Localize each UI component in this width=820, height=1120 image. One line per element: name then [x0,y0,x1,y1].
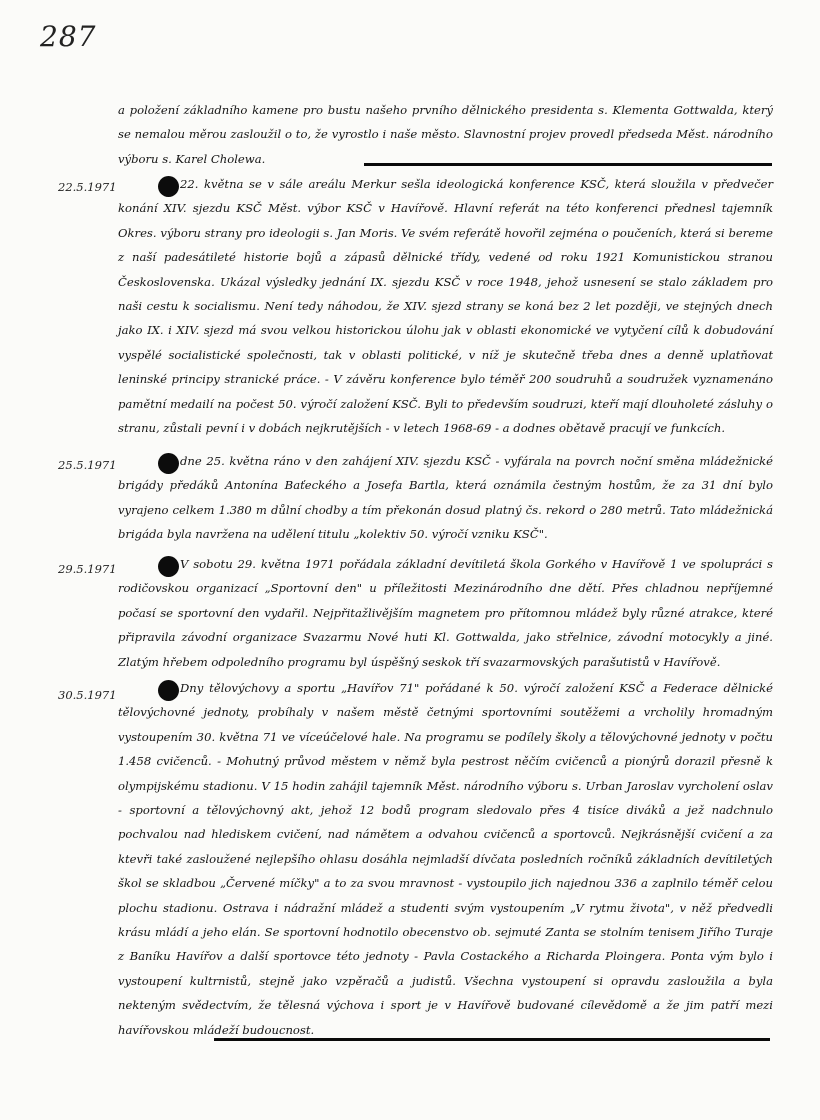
entry-text-content: Dny tělovýchovy a sportu „Havířov 71" pořádané k 50. výročí založení KSČ a Federace dělnické tělovýchovné jednoty, probíhaly v našem městě četnými sportovními soutěžemi a vrcholily hromadným vystoupením 30. května 71 ve víceúčelové hale. Na programu se podílely školy a tělovýchovné jednoty v počtu 1.458 cvičenců. - Mohutný průvod městem v němž byla pestrost něčím cvičenců a pionýrů dorazil přesně k olympijskému stadionu. V 15 hodin zahájil tajemník Měst. národního výboru s. Urban Jaroslav vyrcholení oslav - sportovní a tělovýchovný akt, jehož 12 bodů program sledovalo přes 4 tisíce diváků a jež nadchnulo pochvalou nad hlediskem cvičení, nad námětem a odvahou cvičenců a sportovců. Nejkrásnější cvičení a za ktevři také zasloužené nejlepšího ohlasu dosáhla nejmladší dívčata posledních ročníků základních devítiletých škol se skladbou „Červené míčky" a to za svou mravnost - vystoupilo jich najednou 336 a zaplnilo téměř celou plochu stadionu. Ostrava i nádražní mládež a studenti svým vystoupením „V rytmu života", v něž předvedli krásu mládí a jeho elán. Se sportovní hodnotilo obecenstvo ob. sejmuté Zanta se stolním tenisem Jiřího Turaje z Baníku Havířov a další sportovce této jednoty - Pavla Costackého a Richarda Ploingera. Ponta vým bylo i vystoupení kultrnistů, stejně jako vzpěračů a judistů. Všechna vystoupení si opravdu zasloužila a byla nekteným svědectvím, že tělesná výchova i sport je v Havířově budované cílevědomě a že jim patří mezi havířovskou mládeží budoucnost. [118,681,773,1037]
entry-text-content: dne 25. května ráno v den zahájení XIV. sjezdu KSČ - vyfárala na povrch noční směna mládežnické brigády předáků Antonína Baťeckého a Josefa Bartla, která oznámila čestným hostům, že za 31 dní bylo vyrajeno celkem 1.380 m důlní chodby a tím překonán dosud platný čs. rekord o 280 metrů. Tato mládežnická brigáda byla navržena na udělení titulu „kolektiv 50. výročí vzniku KSČ". [118,454,773,542]
entry-continuation: a položení základního kamene pro bustu našeho prvního dělnického presidenta s. Klementa Gottwalda, který se nemalou měrou zasloužil o to, že vyrostlo i naše město. Slavnostní projev provedl předseda Měst. národního výboru s. Karel Cholewa. [118,103,773,166]
section-divider-line [364,163,772,166]
entry-date: 29.5.1971 [58,562,117,576]
entry-text-content: V sobotu 29. května 1971 pořádala základní devítiletá škola Gorkého v Havířově 1 ve spolupráci s rodičovskou organizací „Sportovní den" u příležitosti Mezinárodního dne dětí. Přes chladnou nepříjemné počasí se sportovní den vydařil. Nejpřitažlivějším magnetem pro přítomnou mládež byly různé atrakce, které připravila závodní organizace Svazarmu Nové huti Kl. Gottwalda, jako střelnice, závodní motocykly a jiné. Zlatým hřebem odpoledního programu byl úspěšný seskok tří svazarmovských parašutistů v Havířově. [118,557,773,669]
entry-text [118,676,773,1042]
entry-date: 25.5.1971 [58,458,117,472]
entry-text [118,172,773,440]
entry-text [118,552,773,674]
entry-text-content: 22. května se v sále areálu Merkur sešla ideologická konference KSČ, která sloužila v předvečer konání XIV. sjezdu KSČ Měst. výbor KSČ v Havířově. Hlavní referát na této konferenci přednesl tajemník Okres. výboru strany pro ideologii s. Jan Moris. Ve svém referátě hovořil zejména o poučeních, která si bereme z naší padesátileté historie bojů a zápasů dělnické třídy, vedené od roku 1921 Komunistickou stranou Československa. Ukázal výsledky jednání IX. sjezdu KSČ v roce 1948, jehož usnesení se stalo základem pro naši cestu k socialismu. Není tedy náhodou, že XIV. sjezd strany se koná bez 2 let později, ve stejných dnech jako IX. i XIV. sjezd má svou velkou historickou úlohu jak v oblasti ekonomické ve vytyčení cílů k dobudování vyspělé socialistické společnosti, tak v oblasti politické, v níž je skutečně třeba dnes a denně uplatňovat leninské principy stranické práce. - V závěru konference bylo téměř 200 soudruhů a soudružek vyznamenáno pamětní medailí na počest 50. výročí založení KSČ. Byli to především soudruzi, kteří mají dlouholeté zásluhy o stranu, zůstali pevní i v dobách nejkrutějších - v letech 1968-69 - a dodnes obětavě pracují ve funkcích. [118,177,773,436]
page-number: 287 [40,20,97,53]
entry-text [118,449,773,547]
entry-date: 22.5.1971 [58,180,117,194]
entry-date: 30.5.1971 [58,688,117,702]
section-divider-line [214,1038,770,1041]
